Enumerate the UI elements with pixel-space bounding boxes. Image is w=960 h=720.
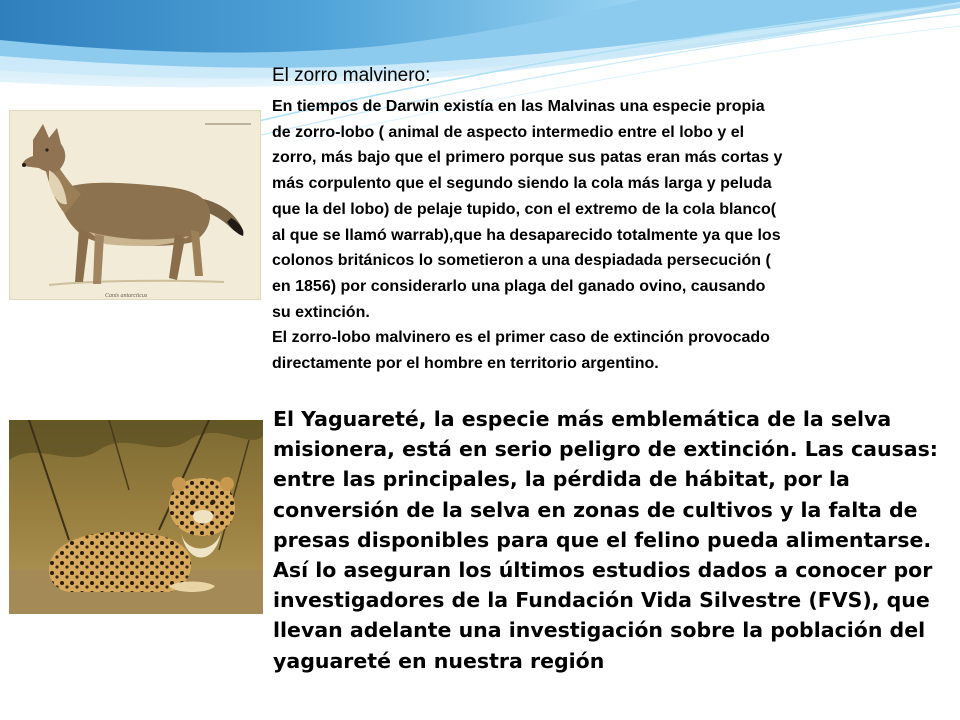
wolf-line: colonos británicos lo sometieron a una despiadada persecución ( bbox=[272, 252, 771, 270]
wolf-line: En tiempos de Darwin existía en las Malvinas una especie propia bbox=[272, 98, 765, 115]
jaguar-line: yaguareté en nuestra región bbox=[273, 648, 605, 673]
jaguar-description bbox=[273, 404, 953, 676]
jaguar-line: El Yaguareté, la especie más emblemática de la selva bbox=[273, 407, 892, 431]
wolf-description bbox=[272, 94, 922, 377]
wolf-line: en 1856) por considerarlo una plaga del ganado ovino, causando bbox=[272, 277, 766, 295]
wolf-caption: Canis antarcticus bbox=[105, 293, 148, 299]
jaguar-line: presas disponibles para que el felino pueda alimentarse. bbox=[273, 527, 932, 552]
wolf-line: zorro, más bajo que el primero porque sus patas eran más cortas y bbox=[272, 149, 783, 167]
jaguar-line: misionera, está en serio peligro de extinción. Las causas: bbox=[273, 437, 938, 462]
jaguar-photo bbox=[9, 420, 263, 614]
wolf-heading: El zorro malvinero: bbox=[272, 65, 431, 86]
wolf-line: más corpulento que el segundo siendo la cola más larga y peluda bbox=[272, 175, 772, 193]
wolf-line: que la del lobo) de pelaje tupido, con el extremo de la cola blanco( bbox=[272, 200, 777, 218]
jaguar-eye-left bbox=[191, 500, 196, 505]
jaguar-muzzle bbox=[193, 510, 213, 524]
wolf-line: de zorro-lobo ( animal de aspecto intermedio entre el lobo y el bbox=[272, 123, 745, 141]
wolf-line: al que se llamó warrab),que ha desaparecido totalmente ya que los bbox=[272, 226, 781, 244]
wolf-line: directamente por el hombre en territorio argentino. bbox=[272, 355, 659, 373]
jaguar-ear-right bbox=[220, 477, 234, 491]
wolf-eye bbox=[45, 148, 48, 151]
jaguar-ear-left bbox=[172, 477, 186, 491]
wolf-nose bbox=[22, 163, 26, 167]
jaguar-line: investigadores de la Fundación Vida Silvestre (FVS), que bbox=[273, 588, 930, 613]
jaguar-line: entre las principales, la pérdida de hábitat, por la bbox=[273, 467, 850, 492]
falklands-wolf-illustration bbox=[9, 110, 261, 300]
jaguar-line: llevan adelante una investigación sobre la población del bbox=[273, 618, 926, 643]
wolf-line: su extinción. bbox=[272, 303, 370, 321]
jaguar-line: Así lo aseguran los últimos estudios dados a conocer por bbox=[273, 558, 933, 583]
jaguar-line: conversión de la selva en zonas de cultivos y la falta de bbox=[273, 497, 918, 522]
jaguar-eye-right bbox=[211, 500, 216, 505]
wolf-line: El zorro-lobo malvinero es el primer caso de extinción provocado bbox=[272, 329, 770, 347]
